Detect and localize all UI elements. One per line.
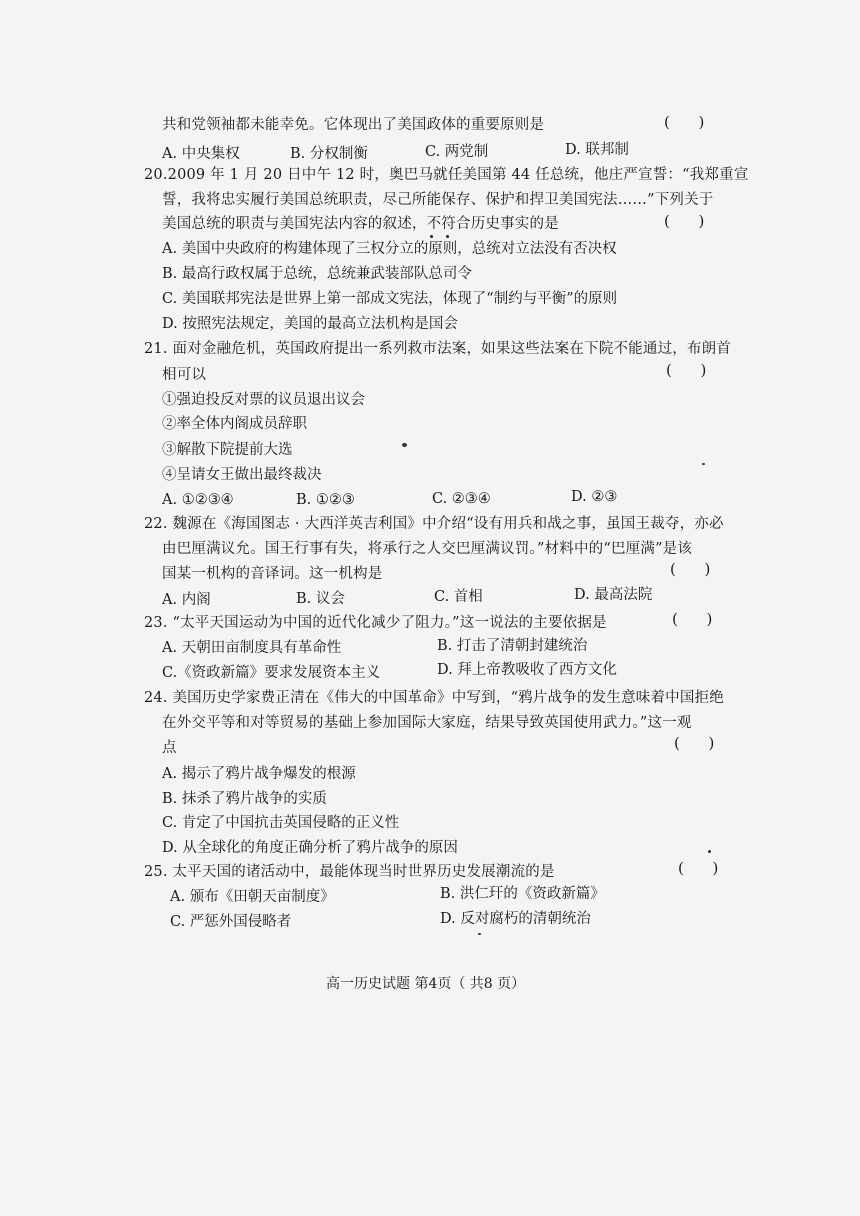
q19-answer-paren[interactable]: ( ) [664, 113, 705, 131]
q22-option-c: C. 首相 [434, 589, 483, 605]
q24-option-b: B. 抹杀了鸦片战争的实质 [162, 791, 327, 807]
q21-item-3: ③解散下院提前大选 [162, 442, 293, 458]
q24-option-d: D. 从全球化的角度正确分析了鸦片战争的原因 [162, 840, 458, 856]
q25-option-c: C. 严惩外国侵略者 [170, 914, 292, 930]
q21-option-b: B. ①②③ [296, 492, 355, 508]
scan-speck [478, 933, 481, 935]
q24-option-c: C. 肯定了中国抗击英国侵略的正义性 [162, 815, 400, 831]
page-footer: 高一历史试题 第4页（ 共8 页） [326, 976, 526, 992]
scan-speck [402, 443, 407, 447]
q21-item-1: ①强迫投反对票的议员退出议会 [162, 392, 365, 408]
q19-option-b: B. 分权制衡 [290, 146, 368, 162]
q25-answer-paren[interactable]: ( ) [678, 859, 719, 877]
emphasis-dot [430, 235, 433, 238]
q20-stem-line3: 美国总统的职责与美国宪法内容的叙述，不符合历史事实的是 [162, 216, 559, 232]
q25-option-b: B. 洪仁玕的《资政新篇》 [440, 886, 605, 902]
q23-option-c: C.《资政新篇》要求发展资本主义 [162, 665, 381, 681]
q23-option-b: B. 打击了清朝封建统治 [437, 638, 588, 654]
emphasis-dot [446, 235, 449, 238]
q21-option-a: A. ①②③④ [162, 492, 234, 508]
q19-stem: 共和党领袖都未能幸免。它体现出了美国政体的重要原则是 [162, 117, 545, 133]
scan-speck [708, 850, 711, 853]
q23-stem: 23. “太平天国运动为中国的近代化减少了阻力。”这一说法的主要依据是 [144, 615, 607, 631]
q21-item-4: ④呈请女王做出最终裁决 [162, 467, 322, 483]
q21-option-d: D. ②③ [571, 489, 618, 505]
q23-option-a: A. 天朝田亩制度具有革命性 [162, 640, 342, 656]
q19-option-c: C. 两党制 [425, 144, 489, 160]
q21-option-c: C. ②③④ [432, 491, 491, 507]
q20-option-a: A. 美国中央政府的构建体现了三权分立的原则，总统对立法没有否决权 [162, 241, 617, 257]
q25-stem: 25. 太平天国的诸活动中，最能体现当时世界历史发展潮流的是 [144, 864, 555, 880]
q24-stem-line2: 在外交平等和对等贸易的基础上参加国际大家庭，结果导致英国使用武力。”这一观 [162, 715, 692, 731]
q24-stem-line1: 24. 美国历史学家费正清在《伟大的中国革命》中写到，“鸦片战争的发生意味着中国拒绝 [144, 690, 724, 706]
q22-stem-line3: 国某一机构的音译词。这一机构是 [162, 566, 383, 582]
q22-option-a: A. 内阁 [162, 592, 211, 608]
q24-option-a: A. 揭示了鸦片战争爆发的根源 [162, 766, 356, 782]
q22-answer-paren[interactable]: ( ) [670, 560, 711, 578]
q20-stem-line2: 誓，我将忠实履行美国总统职责，尽己所能保存、保护和捍卫美国宪法……”下列关于 [162, 192, 714, 208]
scan-speck [702, 463, 705, 465]
q20-option-c: C. 美国联邦宪法是世界上第一部成文宪法，体现了“制约与平衡”的原则 [162, 291, 618, 307]
q23-option-d: D. 拜上帝教吸收了西方文化 [437, 662, 617, 678]
q21-stem-line1: 21. 面对金融危机，英国政府提出一系列救市法案，如果这些法案在下院不能通过，布朗首 [144, 341, 732, 357]
q24-stem-line3: 点 [162, 740, 177, 756]
q20-stem-line1: 20.2009 年 1 月 20 日中午 12 时，奥巴马就任美国第 44 任总统，他庄严宣誓：“我郑重宣 [144, 167, 749, 183]
q20-answer-paren[interactable]: ( ) [664, 212, 705, 230]
q23-answer-paren[interactable]: ( ) [672, 610, 713, 628]
q21-stem-line2: 相可以 [162, 367, 207, 383]
q20-option-d: D. 按照宪法规定，美国的最高立法机构是国会 [162, 316, 458, 332]
q21-answer-paren[interactable]: ( ) [666, 361, 707, 379]
q22-option-d: D. 最高法院 [574, 587, 653, 603]
q22-stem-line1: 22. 魏源在《海国图志 · 大西洋英吉利国》中介绍“设有用兵和战之事，虽国王裁夺，亦必 [144, 516, 724, 532]
q21-item-2: ②率全体内阁成员辞职 [162, 416, 307, 432]
q25-option-a: A. 颁布《田朝天亩制度》 [170, 889, 335, 905]
q22-option-b: B. 议会 [296, 591, 345, 607]
q19-option-a: A. 中央集权 [162, 146, 240, 162]
q25-option-d: D. 反对腐朽的清朝统治 [440, 911, 591, 927]
q22-stem-line2: 由巴厘满议允。国王行事有失，将承行之人交巴厘满议罚。”材料中的“巴厘满”是该 [162, 541, 693, 557]
q24-answer-paren[interactable]: ( ) [674, 734, 715, 752]
q19-option-d: D. 联邦制 [565, 142, 629, 158]
q20-option-b: B. 最高行政权属于总统，总统兼武装部队总司令 [162, 266, 472, 282]
